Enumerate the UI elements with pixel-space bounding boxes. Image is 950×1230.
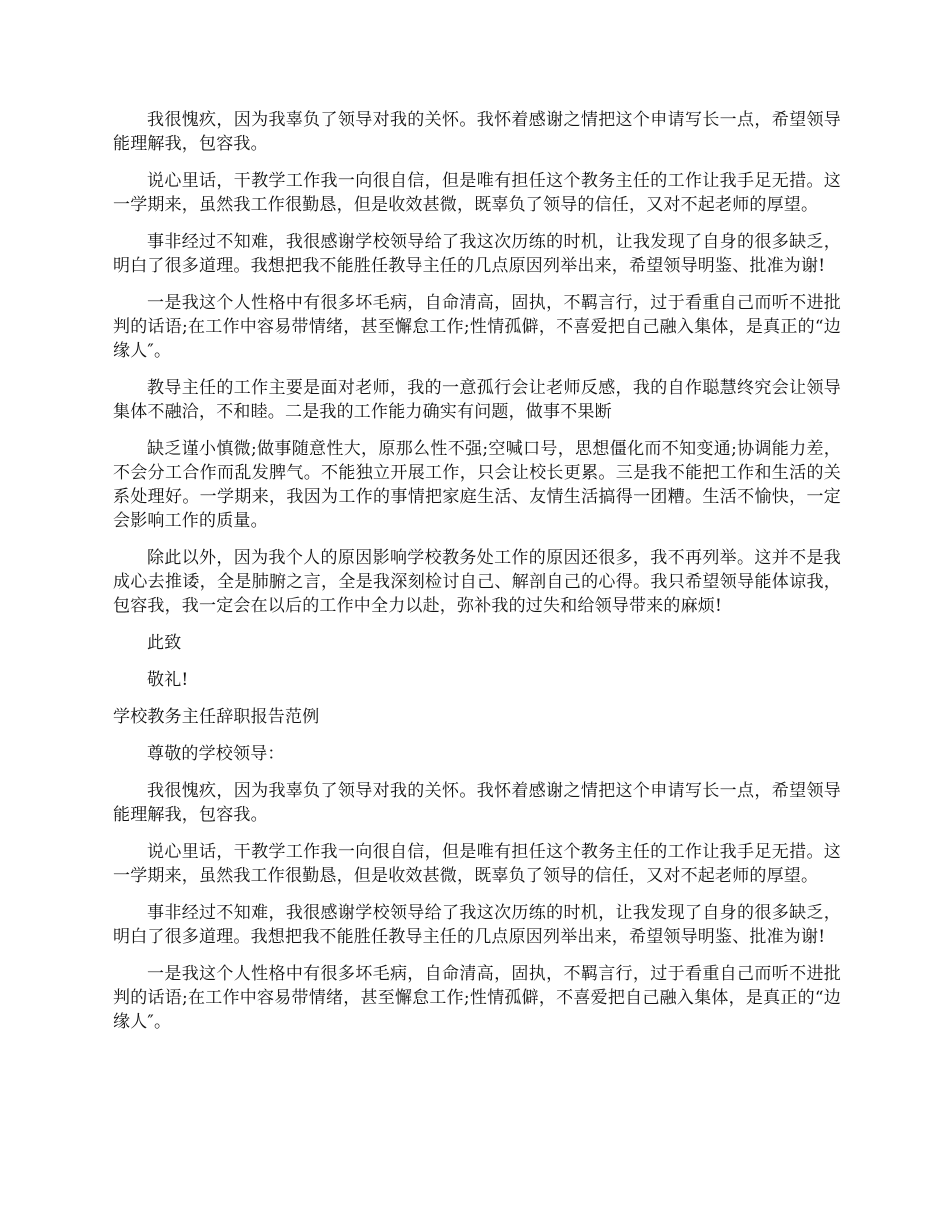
- paragraph-lessons-repeat: 事非经过不知难，我很感谢学校领导给了我这次历练的时机，让我发现了自身的很多缺乏，明白了很多道理。我想把我不能胜任教导主任的几点原因列举出来，希望领导明鉴、批准为谢!: [113, 903, 841, 947]
- paragraph-reason-three: 缺乏谨小慎微;做事随意性大，原那么性不强;空喊口号，思想僵化而不知变通;协调能力差，不会分工合作而乱发脾气。不能独立开展工作，只会让校长更累。三是我不能把工作和生活的关系处理好。一学期来，我因为工作的事情把家庭生活、友情生活搞得一团糟。生活不愉快，一定会影响工作的质量。: [113, 439, 841, 531]
- paragraph-reason-one: 一是我这个人性格中有很多坏毛病，自命清高，固执，不羁言行，过于看重自己而听不进批判的话语;在工作中容易带情绪，甚至懈怠工作;性情孤僻，不喜爱把自己融入集体，是真正的“边缘人″。: [113, 293, 841, 361]
- paragraph-lessons: 事非经过不知难，我很感谢学校领导给了我这次历练的时机，让我发现了自身的很多缺乏，明白了很多道理。我想把我不能胜任教导主任的几点原因列举出来，希望领导明鉴、批准为谢!: [113, 232, 841, 276]
- paragraph-apology: 我很愧疚，因为我辜负了领导对我的关怀。我怀着感谢之情把这个申请写长一点，希望领导能理解我，包容我。: [113, 110, 841, 154]
- salutation: 尊敬的学校领导：: [147, 744, 285, 764]
- closing-salute: 敬礼!: [147, 670, 189, 690]
- paragraph-confession-repeat: 说心里话，干教学工作我一向很自信，但是唯有担任这个教务主任的工作让我手足无措。这一学期来，虽然我工作很勤恳，但是收效甚微，既辜负了领导的信任，又对不起老师的厚望。: [113, 842, 841, 886]
- closing-phrase: 此致: [147, 633, 182, 653]
- paragraph-confession: 说心里话，干教学工作我一向很自信，但是唯有担任这个教务主任的工作让我手足无措。这一学期来，虽然我工作很勤恳，但是收效甚微，既辜负了领导的信任，又对不起老师的厚望。: [113, 171, 841, 215]
- paragraph-reason-one-repeat: 一是我这个人性格中有很多坏毛病，自命清高，固执，不羁言行，过于看重自己而听不进批判的话语;在工作中容易带情绪，甚至懈怠工作;性情孤僻，不喜爱把自己融入集体，是真正的“边缘人″。: [113, 964, 841, 1032]
- section-title: 学校教务主任辞职报告范例: [113, 707, 320, 727]
- paragraph-reason-two: 教导主任的工作主要是面对老师，我的一意孤行会让老师反感，我的自作聪慧终究会让领导集体不融洽，不和睦。二是我的工作能力确实有问题，做事不果断: [113, 378, 841, 422]
- paragraph-closing: 除此以外，因为我个人的原因影响学校教务处工作的原因还很多，我不再列举。这并不是我成心去推诿，全是肺腑之言，全是我深刻检讨自己、解剖自己的心得。我只希望领导能体谅我，包容我，我一定会在以后的工作中全力以赴，弥补我的过失和给领导带来的麻烦!: [113, 548, 841, 616]
- document-body: [113, 108, 841, 1044]
- paragraph-apology-repeat: 我很愧疚，因为我辜负了领导对我的关怀。我怀着感谢之情把这个申请写长一点，希望领导能理解我，包容我。: [113, 781, 841, 825]
